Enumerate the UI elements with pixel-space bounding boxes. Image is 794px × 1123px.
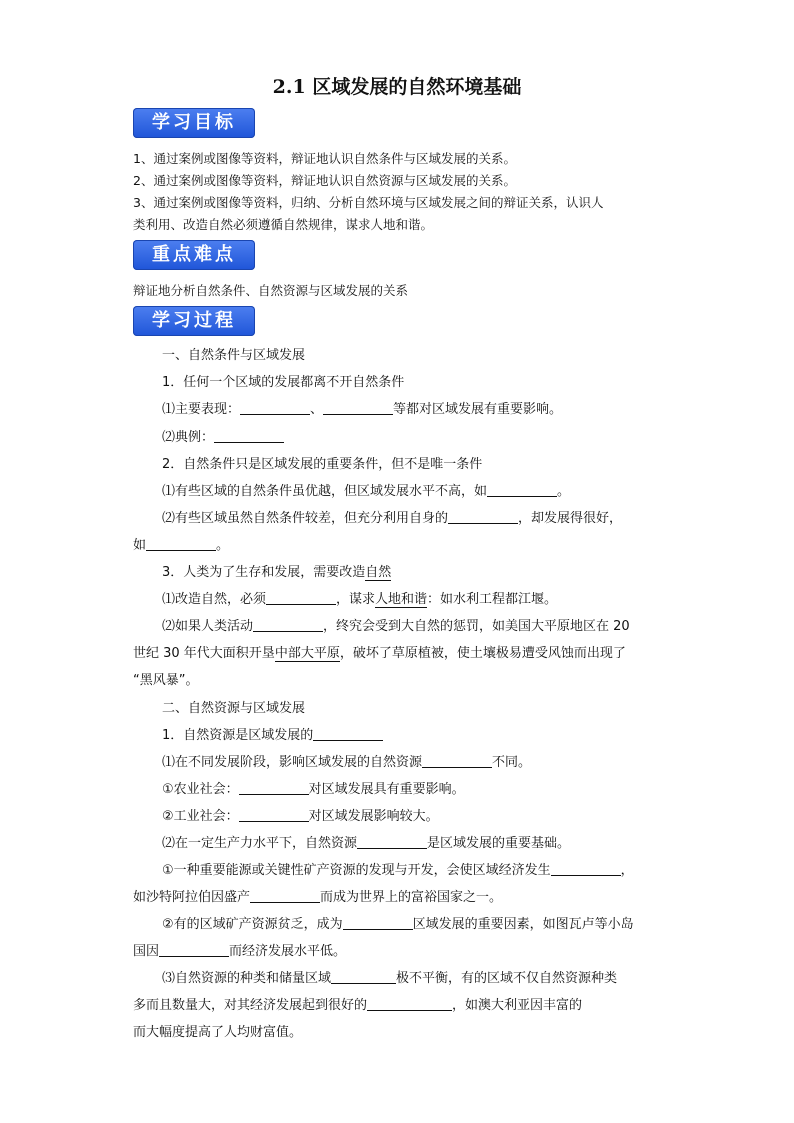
answer-blank[interactable] bbox=[487, 482, 557, 497]
question-line: ⑵如果人类活动 ，终究会受到大自然的惩罚，如美国大平原地区在 20 bbox=[162, 619, 630, 634]
answer-blank[interactable] bbox=[551, 861, 621, 876]
answer-blank[interactable] bbox=[331, 969, 396, 984]
question-line: 世纪 30 年代大面积开垦中部大平原，破坏了草原植被，使土壤极易遭受风蚀而出现了 bbox=[133, 646, 626, 661]
section-heading: 二、自然资源与区域发展 bbox=[162, 701, 306, 716]
question-line: 如沙特阿拉伯因盛产 而成为世界上的富裕国家之一。 bbox=[133, 890, 503, 905]
question-line: 多而且数量大，对其经济发展起到很好的 ，如澳大利亚因丰富的 bbox=[133, 998, 583, 1013]
subsection-heading: 3．人类为了生存和发展，需要改造自然 bbox=[162, 565, 392, 580]
question-line: ⑴主要表现： 、 等都对区域发展有重要影响。 bbox=[162, 402, 563, 417]
objective-item: 2、通过案例或图像等资料，辩证地认识自然资源与区域发展的关系。 bbox=[133, 173, 516, 188]
answer-blank[interactable] bbox=[343, 915, 413, 930]
question-line: ⑵典例： bbox=[162, 426, 284, 445]
answer-blank[interactable] bbox=[240, 400, 310, 415]
key-points-badge: 重点难点 bbox=[133, 240, 255, 270]
question-line: ②有的区域矿产资源贫乏，成为 区域发展的重要因素，如图瓦卢等小岛 bbox=[162, 917, 634, 932]
question-line: ⑵有些区域虽然自然条件较差，但充分利用自身的 ，却发展得很好， bbox=[162, 511, 623, 526]
objective-item: 类利用、改造自然必须遵循自然规律，谋求人地和谐。 bbox=[133, 217, 434, 232]
process-badge: 学习过程 bbox=[133, 306, 255, 336]
question-line: 如 。 bbox=[133, 538, 230, 553]
answer-blank[interactable] bbox=[367, 996, 452, 1011]
answer-blank[interactable] bbox=[214, 428, 284, 443]
subsection-heading: 1．自然资源是区域发展的 bbox=[162, 724, 383, 743]
answer-blank[interactable] bbox=[239, 807, 309, 822]
question-line: ①农业社会： 对区域发展具有重要影响。 bbox=[162, 782, 465, 797]
question-line: ⑴有些区域的自然条件虽优越，但区域发展水平不高，如 。 bbox=[162, 484, 571, 499]
answer-blank[interactable] bbox=[448, 509, 518, 524]
answer-blank[interactable] bbox=[253, 617, 323, 632]
question-line: ⑴在不同发展阶段，影响区域发展的自然资源 不同。 bbox=[162, 755, 532, 770]
question-line: ①一种重要能源或关键性矿产资源的发现与开发，会使区域经济发生 ， bbox=[162, 863, 634, 878]
question-line: ⑴改造自然，必须 ，谋求人地和谐：如水利工程都江堰。 bbox=[162, 592, 558, 607]
section-heading: 一、自然条件与区域发展 bbox=[162, 348, 306, 363]
answer-blank[interactable] bbox=[159, 942, 229, 957]
subsection-heading: 1．任何一个区域的发展都离不开自然条件 bbox=[162, 375, 405, 390]
question-line: 国因 而经济发展水平低。 bbox=[133, 944, 347, 959]
answer-blank[interactable] bbox=[266, 590, 336, 605]
key-point-text: 辩证地分析自然条件、自然资源与区域发展的关系 bbox=[133, 283, 409, 298]
answer-blank[interactable] bbox=[313, 726, 383, 741]
objectives-badge: 学习目标 bbox=[133, 108, 255, 138]
answer-blank[interactable] bbox=[146, 536, 216, 551]
objective-item: 1、通过案例或图像等资料，辩证地认识自然条件与区域发展的关系。 bbox=[133, 151, 516, 166]
answer-blank[interactable] bbox=[357, 834, 427, 849]
subsection-heading: 2．自然条件只是区域发展的重要条件，但不是唯一条件 bbox=[162, 457, 483, 472]
answer-blank[interactable] bbox=[250, 888, 320, 903]
question-line: ⑵在一定生产力水平下，自然资源 是区域发展的重要基础。 bbox=[162, 836, 571, 851]
question-line: 而大幅度提高了人均财富值。 bbox=[133, 1025, 303, 1040]
answer-blank[interactable] bbox=[323, 400, 393, 415]
question-line: “黑风暴”。 bbox=[133, 673, 199, 688]
objective-item: 3、通过案例或图像等资料，归纳、分析自然环境与区域发展之间的辩证关系，认识人 bbox=[133, 195, 604, 210]
question-line: ⑶自然资源的种类和储量区域 极不平衡，有的区域不仅自然资源种类 bbox=[162, 971, 618, 986]
answer-blank[interactable] bbox=[422, 753, 492, 768]
question-line: ②工业社会： 对区域发展影响较大。 bbox=[162, 809, 439, 824]
page-title: 2.1 区域发展的自然环境基础 bbox=[272, 76, 522, 98]
answer-blank[interactable] bbox=[239, 780, 309, 795]
